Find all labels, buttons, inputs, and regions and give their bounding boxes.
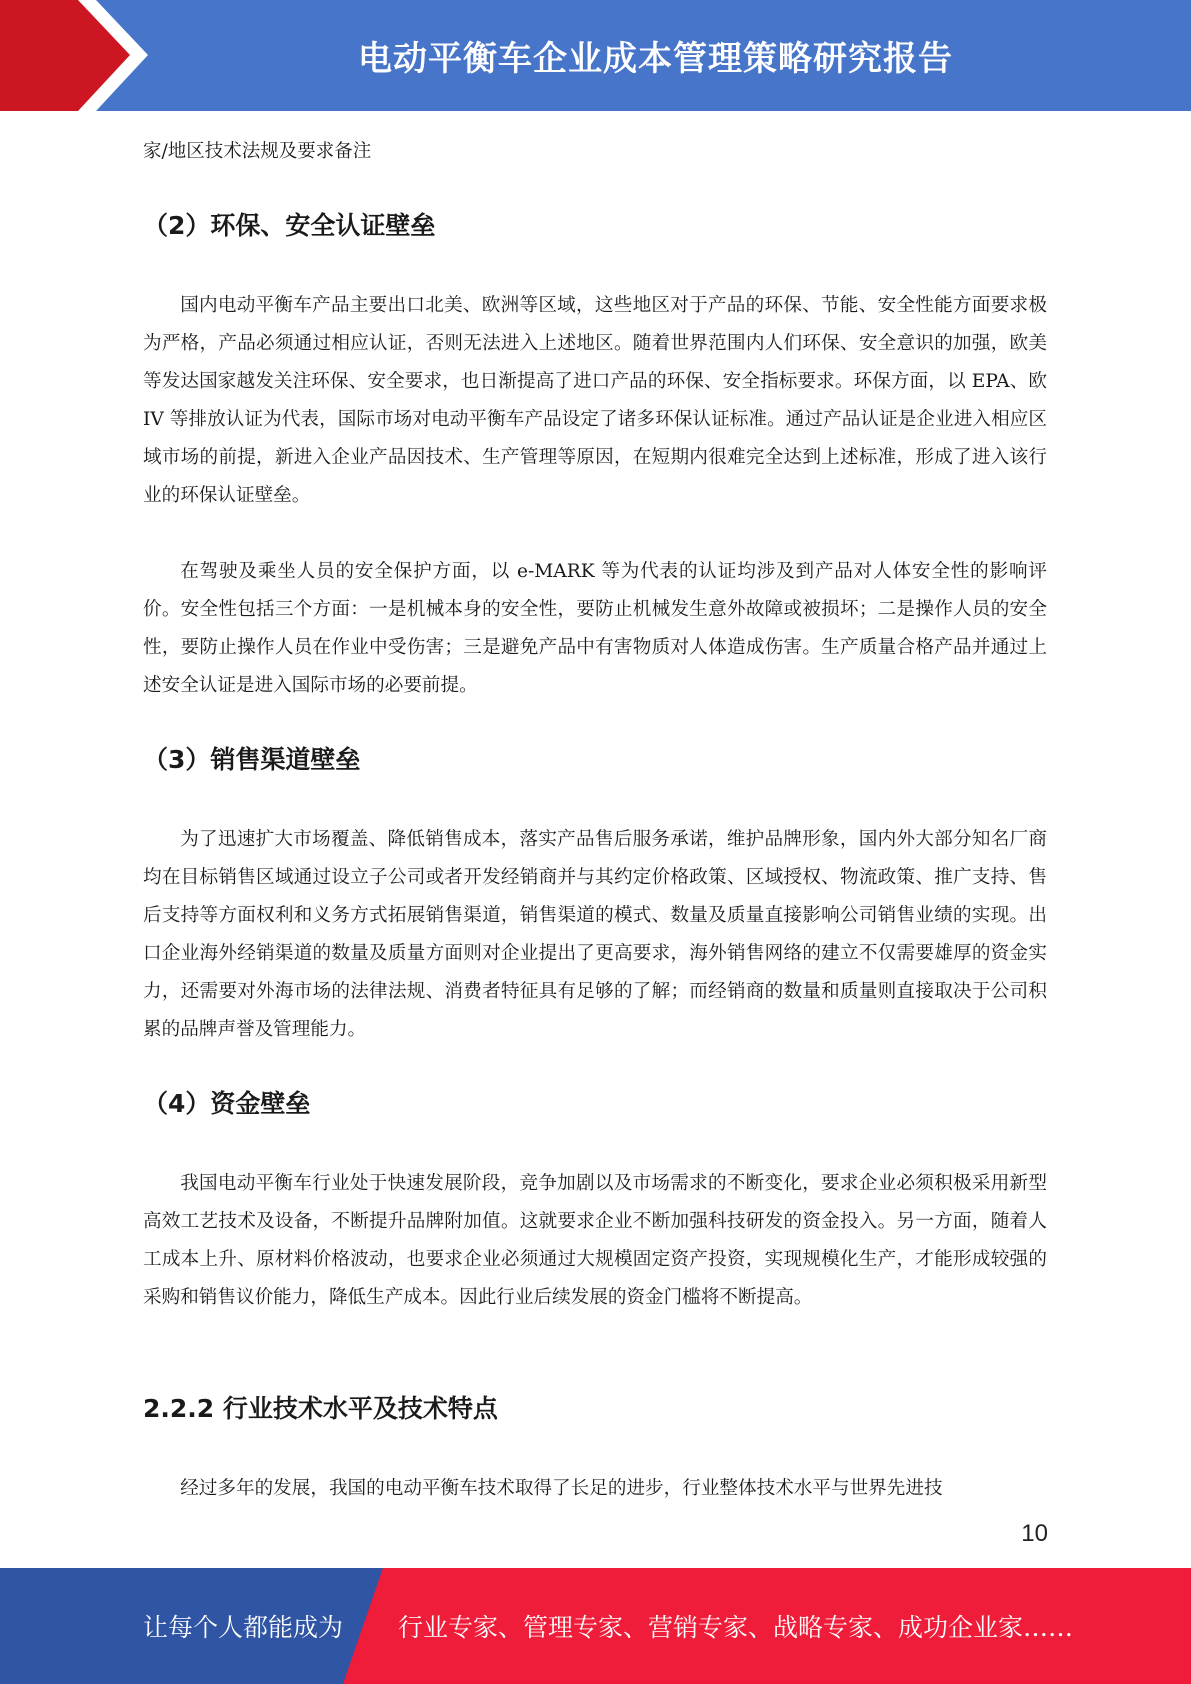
paragraph-3: 为了迅速扩大市场覆盖、降低销售成本，落实产品售后服务承诺，维护品牌形象，国内外大部分知名厂商均在目标销售区域通过设立子公司或者开发经销商并与其约定价格政策、区域授权、物流政策、推广支持、售后支持等方面权利和义务方式拓展销售渠道，销售渠道的模式、数量及质量直接影响公司销售业绩的实现。出口企业海外经销渠道的数量及质量方面则对企业提出了更高要求，海外销售网络的建立不仅需要雄厚的资金实力，还需要对外海市场的法律法规、消费者特征具有足够的了解；而经销商的数量和质量则直接取决于公司积累的品牌声誉及管理能力。	[143, 829, 1047, 1040]
section-heading-3: （3）销售渠道壁垒	[143, 745, 361, 774]
subsection-heading-2-2-2: 2.2.2 行业技术水平及技术特点	[143, 1394, 498, 1423]
paragraph-2a: 国内电动平衡车产品主要出口北美、欧洲等区域，这些地区对于产品的环保、节能、安全性能方面要求极为严格，产品必须通过相应认证，否则无法进入上述地区。随着世界范围内人们环保、安全意识的加强，欧美等发达国家越发关注环保、安全要求，也日渐提高了进口产品的环保、安全指标要求。环保方面，以 EPA、欧 IV 等排放认证为代表，国际市场对电动平衡车产品设定了诸多环保认证标准。通过产品认证是企业进入相应区域市场的前提，新进入企业产品因技术、生产管理等原因，在短期内很难完全达到上述标准，形成了进入该行业的环保认证壁垒。	[143, 295, 1047, 506]
page-footer	[0, 1568, 1191, 1684]
footer-slogan-left: 让每个人都能成为	[143, 1613, 344, 1642]
section-heading-2: （2）环保、安全认证壁垒	[143, 211, 436, 240]
page-header	[0, 0, 1191, 111]
paragraph-2-2-2: 经过多年的发展，我国的电动平衡车技术取得了长足的进步，行业整体技术水平与世界先进技	[180, 1478, 943, 1499]
paragraph-2b: 在驾驶及乘坐人员的安全保护方面，以 e-MARK 等为代表的认证均涉及到产品对人体安全性的影响评价。安全性包括三个方面：一是机械本身的安全性，要防止机械发生意外故障或被损坏；二是操作人员的安全性，要防止操作人员在作业中受伤害；三是避免产品中有害物质对人体造成伤害。生产质量合格产品并通过上述安全认证是进入国际市场的必要前提。	[143, 561, 1047, 696]
header-title: 电动平衡车企业成本管理策略研究报告	[358, 39, 953, 79]
header-red-chevron	[0, 0, 160, 111]
continued-text-line: 家/地区技术法规及要求备注	[143, 141, 372, 162]
footer-slogan-right: 行业专家、管理专家、营销专家、战略专家、成功企业家……	[398, 1613, 1074, 1642]
paragraph-4: 我国电动平衡车行业处于快速发展阶段，竞争加剧以及市场需求的不断变化，要求企业必须积极采用新型高效工艺技术及设备，不断提升品牌附加值。这就要求企业不断加强科技研发的资金投入。另一方面，随着人工成本上升、原材料价格波动，也要求企业必须通过大规模固定资产投资，实现规模化生产，才能形成较强的采购和销售议价能力，降低生产成本。因此行业后续发展的资金门槛将不断提高。	[143, 1173, 1047, 1308]
page-number: 10	[1021, 1520, 1048, 1547]
section-heading-4: （4）资金壁垒	[143, 1089, 311, 1118]
